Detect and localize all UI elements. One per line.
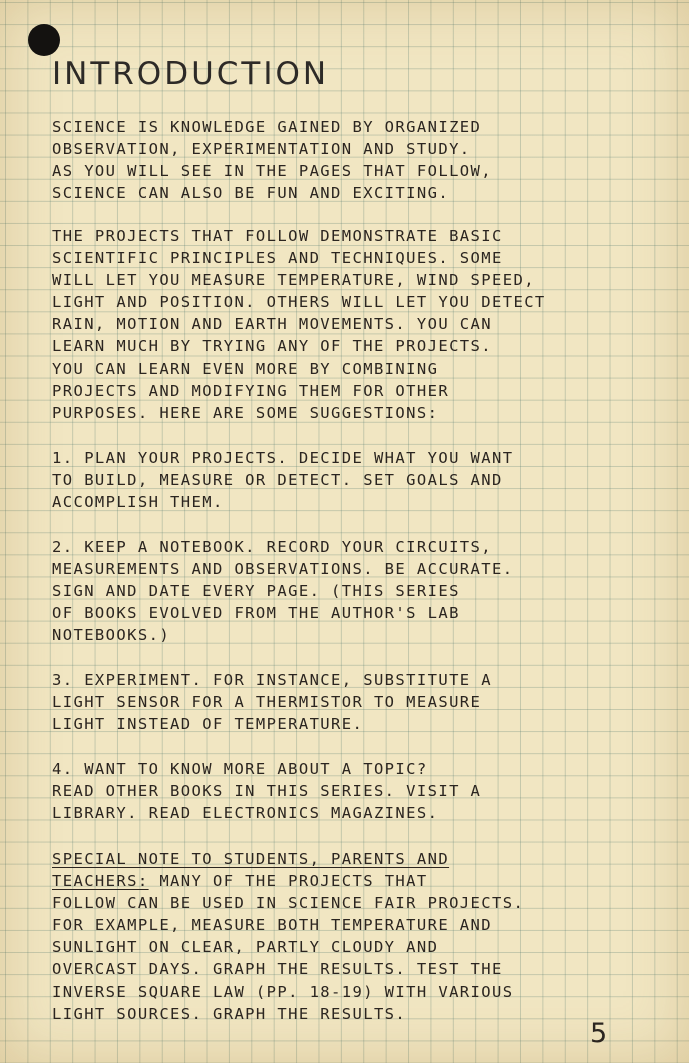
page-title: INTRODUCTION <box>52 56 330 92</box>
text-line: WILL LET YOU MEASURE TEMPERATURE, WIND SPEED, <box>52 271 535 290</box>
special-note-first-line: MANY OF THE PROJECTS THAT <box>148 872 428 891</box>
text-line: READ OTHER BOOKS IN THIS SERIES. VISIT A <box>52 782 482 801</box>
text-line: THE PROJECTS THAT FOLLOW DEMONSTRATE BASIC <box>52 227 503 245</box>
binder-hole <box>28 24 60 56</box>
text-line <box>52 870 632 892</box>
text-line: LIGHT SENSOR FOR A THERMISTOR TO MEASURE <box>52 693 482 712</box>
special-note <box>52 848 632 1025</box>
paragraph-projects <box>52 225 632 424</box>
text-line: LIBRARY. READ ELECTRONICS MAGAZINES. <box>52 804 439 823</box>
text-line: 3. EXPERIMENT. FOR INSTANCE, SUBSTITUTE A <box>52 671 493 689</box>
text-line: AS YOU WILL SEE IN THE PAGES THAT FOLLOW, <box>52 162 493 181</box>
text-line: NOTEBOOKS.) <box>52 626 171 645</box>
text-line: LIGHT AND POSITION. OTHERS WILL LET YOU DETECT <box>52 293 546 312</box>
suggestion-3 <box>52 669 632 735</box>
text-line: 4. WANT TO KNOW MORE ABOUT A TOPIC? <box>52 760 428 778</box>
text-line: 2. KEEP A NOTEBOOK. RECORD YOUR CIRCUITS, <box>52 538 493 556</box>
text-line: PURPOSES. HERE ARE SOME SUGGESTIONS: <box>52 403 439 422</box>
text-line: LIGHT INSTEAD OF TEMPERATURE. <box>52 715 364 734</box>
text-line: ACCOMPLISH THEM. <box>52 493 224 512</box>
text-line: TO BUILD, MEASURE OR DETECT. SET GOALS AND <box>52 471 503 490</box>
text-line: OF BOOKS EVOLVED FROM THE AUTHOR'S LAB <box>52 604 460 623</box>
text-line: FOR EXAMPLE, MEASURE BOTH TEMPERATURE AND <box>52 916 493 935</box>
page-number: 5 <box>590 1018 608 1049</box>
text-line: LEARN MUCH BY TRYING ANY OF THE PROJECTS. <box>52 337 493 356</box>
text-line: FOLLOW CAN BE USED IN SCIENCE FAIR PROJECTS. <box>52 894 525 913</box>
text-line: OVERCAST DAYS. GRAPH THE RESULTS. TEST THE <box>52 960 503 979</box>
suggestion-1 <box>52 447 632 513</box>
suggestion-2 <box>52 536 632 646</box>
text-line: SUNLIGHT ON CLEAR, PARTLY CLOUDY AND <box>52 938 439 957</box>
text-line: YOU CAN LEARN EVEN MORE BY COMBINING <box>52 359 439 378</box>
suggestion-4 <box>52 758 632 824</box>
text-line: SCIENTIFIC PRINCIPLES AND TECHNIQUES. SOME <box>52 249 503 268</box>
text-line: LIGHT SOURCES. GRAPH THE RESULTS. <box>52 1004 407 1023</box>
text-line: PROJECTS AND MODIFYING THEM FOR OTHER <box>52 381 450 400</box>
text-line: SCIENCE CAN ALSO BE FUN AND EXCITING. <box>52 184 450 203</box>
special-note-heading-text: SPECIAL NOTE TO STUDENTS, PARENTS AND <box>52 850 450 868</box>
text-line: SIGN AND DATE EVERY PAGE. (THIS SERIES <box>52 582 460 601</box>
text-line: 1. PLAN YOUR PROJECTS. DECIDE WHAT YOU WANT <box>52 449 514 467</box>
special-note-heading-continuation: TEACHERS: <box>52 872 149 891</box>
special-note-heading <box>52 848 632 870</box>
text-line: MEASUREMENTS AND OBSERVATIONS. BE ACCURATE. <box>52 560 514 579</box>
text-line: SCIENCE IS KNOWLEDGE GAINED BY ORGANIZED <box>52 118 482 136</box>
paragraph-intro <box>52 116 632 204</box>
text-line: RAIN, MOTION AND EARTH MOVEMENTS. YOU CAN <box>52 315 493 334</box>
text-line: INVERSE SQUARE LAW (PP. 18-19) WITH VARIOUS <box>52 982 514 1001</box>
text-line: OBSERVATION, EXPERIMENTATION AND STUDY. <box>52 140 471 159</box>
